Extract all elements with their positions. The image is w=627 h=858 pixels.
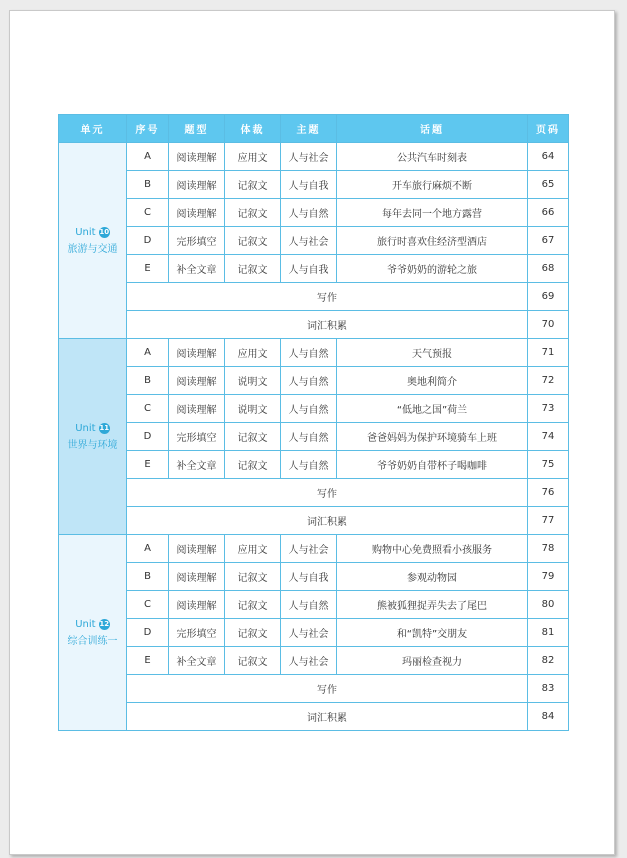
- vocab-row: [59, 311, 569, 339]
- vocab-label: 词汇积累: [127, 703, 528, 731]
- row-type: 阅读理解: [169, 591, 225, 619]
- unit-12-section: [59, 535, 569, 731]
- row-number: A: [127, 143, 169, 171]
- row-number: D: [127, 619, 169, 647]
- row-genre: 记叙文: [225, 563, 281, 591]
- row-type: 阅读理解: [169, 395, 225, 423]
- row-number: C: [127, 395, 169, 423]
- header-theme: 主题: [281, 115, 337, 143]
- row-topic: 爷爷奶奶的游轮之旅: [337, 255, 528, 283]
- row-theme: 人与自然: [281, 395, 337, 423]
- row-type: 阅读理解: [169, 339, 225, 367]
- unit-word: Unit: [75, 226, 96, 238]
- vocab-label: 词汇积累: [127, 311, 528, 339]
- table-row: [59, 171, 569, 199]
- row-type: 阅读理解: [169, 535, 225, 563]
- table-row: [59, 367, 569, 395]
- row-number: E: [127, 451, 169, 479]
- row-page: 64: [528, 143, 569, 171]
- row-theme: 人与自然: [281, 199, 337, 227]
- row-page: 72: [528, 367, 569, 395]
- header-page: 页码: [528, 115, 569, 143]
- row-page: 82: [528, 647, 569, 675]
- document-page: [9, 10, 615, 855]
- row-genre: 说明文: [225, 395, 281, 423]
- row-genre: 记叙文: [225, 255, 281, 283]
- row-number: D: [127, 227, 169, 255]
- writing-page: 83: [528, 675, 569, 703]
- row-type: 阅读理解: [169, 143, 225, 171]
- row-topic: 熊被狐狸捉弄失去了尾巴: [337, 591, 528, 619]
- vocab-page: 84: [528, 703, 569, 731]
- vocab-label: 词汇积累: [127, 507, 528, 535]
- row-genre: 应用文: [225, 535, 281, 563]
- row-topic: 爷爷奶奶自带杯子喝咖啡: [337, 451, 528, 479]
- row-number: C: [127, 591, 169, 619]
- row-genre: 记叙文: [225, 423, 281, 451]
- unit-word: Unit: [75, 618, 96, 630]
- row-number: E: [127, 255, 169, 283]
- row-page: 65: [528, 171, 569, 199]
- row-theme: 人与社会: [281, 143, 337, 171]
- row-topic: 和“凯特”交朋友: [337, 619, 528, 647]
- table-row: [59, 143, 569, 171]
- row-page: 74: [528, 423, 569, 451]
- table-row: [59, 199, 569, 227]
- table-header-row: [59, 115, 569, 143]
- table-row: [59, 563, 569, 591]
- table-row: [59, 647, 569, 675]
- table-row: [59, 255, 569, 283]
- row-page: 81: [528, 619, 569, 647]
- row-type: 阅读理解: [169, 563, 225, 591]
- row-genre: 记叙文: [225, 647, 281, 675]
- unit-number-badge: 12: [99, 619, 110, 628]
- table-row: [59, 535, 569, 563]
- row-topic: 奥地利简介: [337, 367, 528, 395]
- header-topic: 话题: [337, 115, 528, 143]
- row-number: B: [127, 563, 169, 591]
- row-number: E: [127, 647, 169, 675]
- row-type: 补全文章: [169, 451, 225, 479]
- row-genre: 应用文: [225, 143, 281, 171]
- row-genre: 记叙文: [225, 171, 281, 199]
- unit-word: Unit: [75, 422, 96, 434]
- row-page: 68: [528, 255, 569, 283]
- row-type: 阅读理解: [169, 367, 225, 395]
- row-theme: 人与自然: [281, 451, 337, 479]
- header-question-type: 题型: [169, 115, 225, 143]
- row-page: 80: [528, 591, 569, 619]
- writing-label: 写作: [127, 479, 528, 507]
- table-row: [59, 423, 569, 451]
- row-theme: 人与社会: [281, 227, 337, 255]
- row-topic: 开车旅行麻烦不断: [337, 171, 528, 199]
- table-row: [59, 227, 569, 255]
- unit-10-section: [59, 143, 569, 339]
- table-row: [59, 451, 569, 479]
- row-type: 阅读理解: [169, 199, 225, 227]
- row-page: 67: [528, 227, 569, 255]
- row-theme: 人与自然: [281, 591, 337, 619]
- row-genre: 记叙文: [225, 227, 281, 255]
- row-type: 完形填空: [169, 227, 225, 255]
- writing-row: [59, 283, 569, 311]
- row-number: A: [127, 339, 169, 367]
- vocab-page: 77: [528, 507, 569, 535]
- writing-page: 76: [528, 479, 569, 507]
- row-topic: 玛丽检查视力: [337, 647, 528, 675]
- vocab-row: [59, 703, 569, 731]
- vocab-page: 70: [528, 311, 569, 339]
- row-topic: 公共汽车时刻表: [337, 143, 528, 171]
- unit-label-cell: [59, 143, 127, 339]
- header-unit: 单元: [59, 115, 127, 143]
- row-type: 补全文章: [169, 255, 225, 283]
- unit-title: 综合训练一: [67, 635, 118, 647]
- row-theme: 人与社会: [281, 647, 337, 675]
- table-row: [59, 395, 569, 423]
- row-number: A: [127, 535, 169, 563]
- row-page: 79: [528, 563, 569, 591]
- writing-row: [59, 479, 569, 507]
- unit-11-section: [59, 339, 569, 535]
- writing-label: 写作: [127, 283, 528, 311]
- row-number: D: [127, 423, 169, 451]
- row-theme: 人与自然: [281, 367, 337, 395]
- row-page: 78: [528, 535, 569, 563]
- row-type: 完形填空: [169, 423, 225, 451]
- row-genre: 应用文: [225, 339, 281, 367]
- row-type: 完形填空: [169, 619, 225, 647]
- row-page: 66: [528, 199, 569, 227]
- row-topic: 旅行时喜欢住经济型酒店: [337, 227, 528, 255]
- row-theme: 人与自然: [281, 339, 337, 367]
- row-topic: 参观动物园: [337, 563, 528, 591]
- row-type: 补全文章: [169, 647, 225, 675]
- row-topic: 天气预报: [337, 339, 528, 367]
- unit-label-cell: [59, 535, 127, 731]
- row-genre: 记叙文: [225, 451, 281, 479]
- writing-row: [59, 675, 569, 703]
- row-genre: 记叙文: [225, 199, 281, 227]
- row-page: 71: [528, 339, 569, 367]
- header-number: 序号: [127, 115, 169, 143]
- row-topic: 爸爸妈妈为保护环境骑车上班: [337, 423, 528, 451]
- unit-number-badge: 10: [99, 227, 110, 236]
- row-theme: 人与自然: [281, 423, 337, 451]
- row-number: C: [127, 199, 169, 227]
- row-genre: 说明文: [225, 367, 281, 395]
- table-row: [59, 591, 569, 619]
- row-theme: 人与社会: [281, 619, 337, 647]
- writing-page: 69: [528, 283, 569, 311]
- contents-table: [58, 114, 569, 731]
- table-row: [59, 619, 569, 647]
- vocab-row: [59, 507, 569, 535]
- unit-label-cell: [59, 339, 127, 535]
- row-number: B: [127, 171, 169, 199]
- row-theme: 人与自我: [281, 171, 337, 199]
- row-page: 75: [528, 451, 569, 479]
- row-theme: 人与社会: [281, 535, 337, 563]
- row-genre: 记叙文: [225, 591, 281, 619]
- unit-title: 旅游与交通: [67, 243, 118, 255]
- row-topic: “低地之国”荷兰: [337, 395, 528, 423]
- row-theme: 人与自我: [281, 255, 337, 283]
- row-topic: 每年去同一个地方露营: [337, 199, 528, 227]
- row-genre: 记叙文: [225, 619, 281, 647]
- table-row: [59, 339, 569, 367]
- row-topic: 购物中心免费照看小孩服务: [337, 535, 528, 563]
- unit-title: 世界与环境: [67, 439, 118, 451]
- row-type: 阅读理解: [169, 171, 225, 199]
- row-theme: 人与自我: [281, 563, 337, 591]
- row-number: B: [127, 367, 169, 395]
- writing-label: 写作: [127, 675, 528, 703]
- header-genre: 体裁: [225, 115, 281, 143]
- unit-number-badge: 11: [99, 423, 110, 432]
- row-page: 73: [528, 395, 569, 423]
